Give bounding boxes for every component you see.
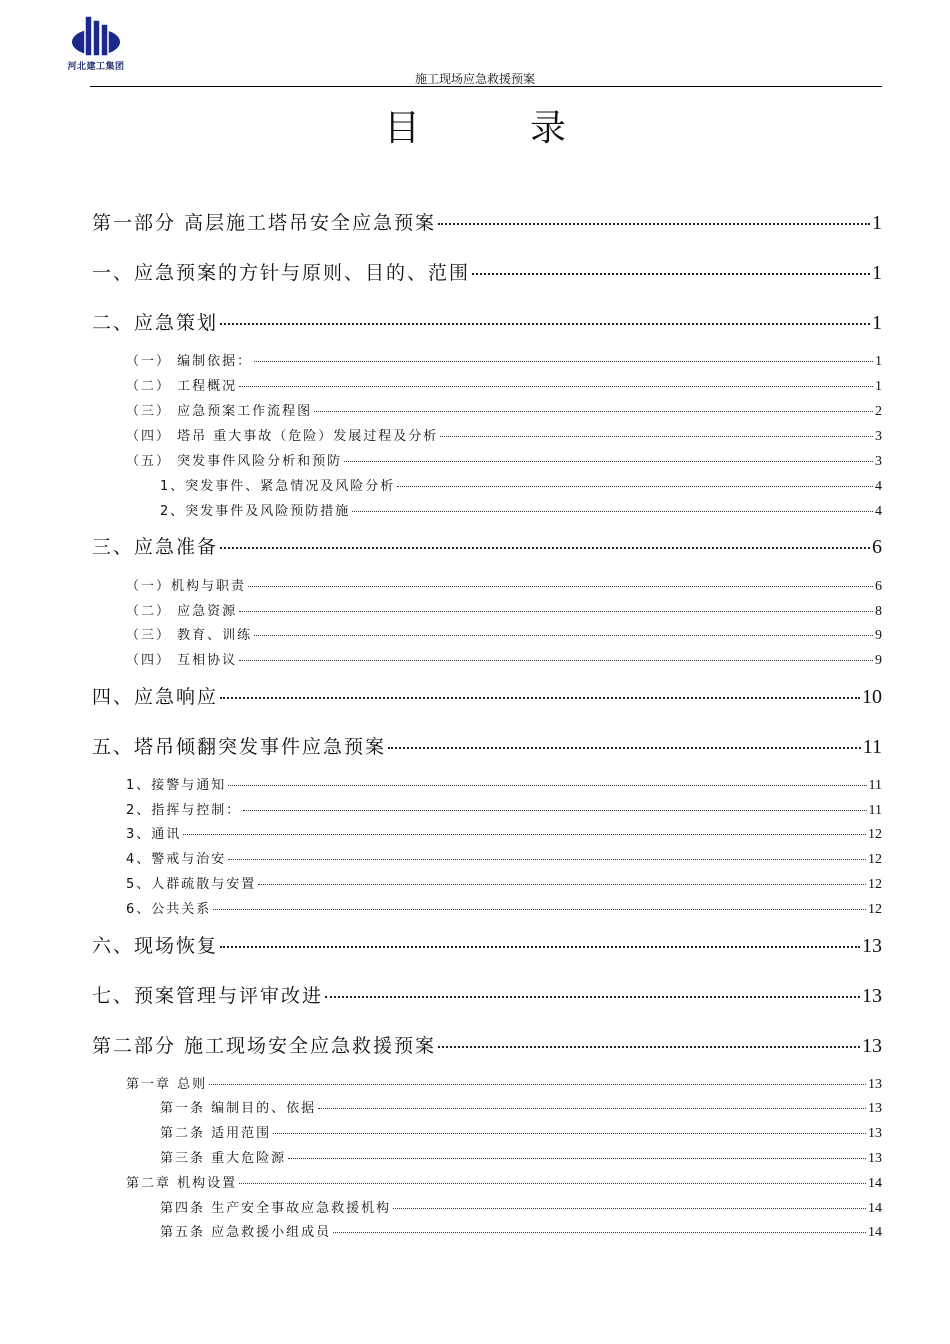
toc-leader-dots: [239, 386, 873, 387]
toc-page-number: 13: [862, 985, 882, 1007]
toc-page-number: 14: [868, 1201, 882, 1216]
toc-page-number: 4: [875, 504, 882, 519]
toc-entry-text: 第一部分 高层施工塔吊安全应急预案: [92, 212, 437, 234]
toc-entry-text: 3、通讯: [126, 827, 182, 842]
toc-leader-dots: [440, 436, 873, 437]
toc-leader-dots: [239, 611, 873, 612]
toc-entry[interactable]: [126, 898, 882, 918]
toc-entry-text: 五、塔吊倾翻突发事件应急预案: [92, 736, 387, 758]
toc-page-number: 14: [868, 1225, 882, 1240]
toc-page-number: 4: [875, 479, 882, 494]
toc-entry[interactable]: [126, 848, 882, 868]
toc-entry-text: （五） 突发事件风险分析和预防: [126, 454, 343, 469]
toc-entry[interactable]: [126, 350, 882, 370]
toc-entry[interactable]: [160, 1221, 882, 1241]
toc-page-number: 9: [875, 653, 882, 668]
toc-page-number: 13: [868, 1126, 882, 1141]
toc-leader-dots: [288, 1158, 866, 1159]
toc-leader-dots: [258, 884, 866, 885]
toc-entry[interactable]: [126, 400, 882, 420]
toc-page-number: 13: [868, 1077, 882, 1092]
toc-page-number: 1: [875, 354, 882, 369]
toc-entry-text: （一）机构与职责: [126, 579, 247, 594]
toc-entry-text: （四） 塔吊 重大事故（危险）发展过程及分析: [126, 429, 439, 444]
toc-entry[interactable]: [126, 375, 882, 395]
toc-entry[interactable]: [126, 649, 882, 669]
toc-entry[interactable]: [126, 1172, 882, 1192]
toc-entry-text: （二） 工程概况: [126, 379, 238, 394]
toc-entry-text: 第二部分 施工现场安全应急救援预案: [92, 1035, 437, 1057]
toc-page-number: 13: [862, 935, 882, 957]
toc-page-number: 3: [875, 429, 882, 444]
toc-leader-dots: [220, 547, 870, 549]
toc-entry[interactable]: [160, 1197, 882, 1217]
toc-leader-dots: [318, 1108, 866, 1109]
company-logo-icon: [70, 14, 122, 58]
toc-entry[interactable]: [160, 1122, 882, 1142]
toc-entry-text: （一） 编制依据：: [126, 354, 253, 369]
toc-leader-dots: [220, 946, 860, 948]
toc-leader-dots: [228, 785, 866, 786]
toc-page-number: 9: [875, 628, 882, 643]
toc-leader-dots: [239, 1183, 866, 1184]
toc-leader-dots: [314, 411, 873, 412]
toc-page-number: 11: [868, 803, 882, 818]
toc-entry-text: 第三条 重大危险源: [160, 1151, 287, 1166]
toc-page-number: 10: [862, 686, 882, 708]
toc-entry[interactable]: [126, 624, 882, 644]
toc-leader-dots: [239, 660, 873, 661]
toc-leader-dots: [213, 909, 866, 910]
toc-leader-dots: [228, 859, 866, 860]
toc-title: 目录: [383, 108, 676, 149]
toc-leader-dots: [254, 361, 873, 362]
toc-leader-dots: [254, 635, 873, 636]
toc-page-number: 1: [872, 312, 882, 334]
toc-entry-text: 6、公共关系: [126, 902, 212, 917]
toc-page-number: 11: [862, 736, 882, 758]
toc-entry-text: 第一章 总则: [126, 1077, 208, 1092]
toc-entry[interactable]: [126, 425, 882, 445]
toc-entry-text: 一、应急预案的方针与原则、目的、范围: [92, 262, 471, 284]
toc-entry-text: 七、预案管理与评审改进: [92, 985, 324, 1007]
toc-leader-dots: [248, 586, 873, 587]
toc-leader-dots: [344, 461, 873, 462]
toc-page-number: 13: [868, 1101, 882, 1116]
toc-page-number: 1: [872, 262, 882, 284]
toc-entry-text: （三） 教育、训练: [126, 628, 253, 643]
toc-entry[interactable]: [126, 600, 882, 620]
toc-entry-text: （二） 应急资源: [126, 604, 238, 619]
toc-entry[interactable]: [126, 774, 882, 794]
toc-entry-text: 六、现场恢复: [92, 935, 219, 957]
toc-page-number: 1: [872, 212, 882, 234]
toc-entry-text: 2、指挥与控制：: [126, 803, 242, 818]
toc-page-number: 12: [868, 902, 882, 917]
toc-entry[interactable]: [92, 981, 882, 1008]
toc-entry-text: 5、人群疏散与安置: [126, 877, 257, 892]
toc-page-number: 14: [868, 1176, 882, 1191]
toc-page-number: 13: [862, 1035, 882, 1057]
toc-entry[interactable]: [126, 1073, 882, 1093]
toc-entry-text: 三、应急准备: [92, 536, 219, 558]
toc-page-number: 6: [872, 536, 882, 558]
toc-entry-text: 4、警戒与治安: [126, 852, 227, 867]
toc-page-number: 6: [875, 579, 882, 594]
toc-entry-text: 第一条 编制目的、依据: [160, 1101, 317, 1116]
toc-page-number: 13: [868, 1151, 882, 1166]
toc-entry[interactable]: [126, 873, 882, 893]
toc-entry[interactable]: [92, 931, 882, 958]
toc-page-number: 11: [868, 778, 882, 793]
toc-entry-text: 第四条 生产安全事故应急救援机构: [160, 1201, 392, 1216]
toc-leader-dots: [438, 223, 870, 225]
toc-entry[interactable]: [92, 208, 882, 235]
document-header-title: 施工现场应急救援预案: [414, 72, 535, 86]
toc-leader-dots: [333, 1232, 866, 1233]
toc-entry-text: 第二章 机构设置: [126, 1176, 238, 1191]
toc-entry[interactable]: [92, 532, 882, 559]
toc-entry[interactable]: [126, 799, 882, 819]
toc-leader-dots: [243, 810, 866, 811]
toc-page-number: 2: [875, 404, 882, 419]
toc-entry[interactable]: [160, 475, 882, 495]
toc-leader-dots: [388, 747, 861, 749]
toc-entry[interactable]: [160, 1147, 882, 1167]
toc-entry-text: 四、应急响应: [92, 686, 219, 708]
toc-entry[interactable]: [126, 823, 882, 843]
toc-entry[interactable]: [92, 682, 882, 709]
toc-leader-dots: [220, 697, 860, 699]
toc-entry-text: 1、接警与通知: [126, 778, 227, 793]
toc-page-number: 12: [868, 877, 882, 892]
toc-entry-text: 第二条 适用范围: [160, 1126, 272, 1141]
toc-entry[interactable]: [126, 450, 882, 470]
toc-leader-dots: [352, 511, 873, 512]
toc-entry-text: （三） 应急预案工作流程图: [126, 404, 313, 419]
logo-text: 河北建工集团: [67, 62, 125, 72]
toc-entry[interactable]: [126, 575, 882, 595]
toc-entry[interactable]: [92, 732, 882, 759]
toc-entry[interactable]: [92, 258, 882, 285]
toc-leader-dots: [438, 1046, 860, 1048]
toc-page-number: 8: [875, 604, 882, 619]
toc-entry[interactable]: [92, 308, 882, 335]
toc-entry-text: 第五条 应急救援小组成员: [160, 1225, 332, 1240]
toc-leader-dots: [325, 996, 860, 998]
company-logo: [64, 14, 128, 72]
toc-page-number: 3: [875, 454, 882, 469]
toc-leader-dots: [183, 834, 866, 835]
toc-entry[interactable]: [160, 1097, 882, 1117]
toc-page-number: 12: [868, 852, 882, 867]
toc-leader-dots: [472, 273, 870, 275]
toc-entry[interactable]: [160, 500, 882, 520]
toc-leader-dots: [273, 1133, 866, 1134]
toc-page-number: 1: [875, 379, 882, 394]
toc-leader-dots: [393, 1208, 866, 1209]
toc-entry-text: （四） 互相协议: [126, 653, 238, 668]
toc-leader-dots: [397, 486, 873, 487]
toc-leader-dots: [209, 1084, 866, 1085]
toc-entry-text: 2、突发事件及风险预防措施: [160, 504, 351, 519]
header-divider: [90, 86, 882, 87]
toc-entry-text: 二、应急策划: [92, 312, 219, 334]
toc-leader-dots: [220, 323, 870, 325]
toc-entry[interactable]: [92, 1031, 882, 1058]
toc-page-number: 12: [868, 827, 882, 842]
toc-entry-text: 1、突发事件、紧急情况及风险分析: [160, 479, 396, 494]
